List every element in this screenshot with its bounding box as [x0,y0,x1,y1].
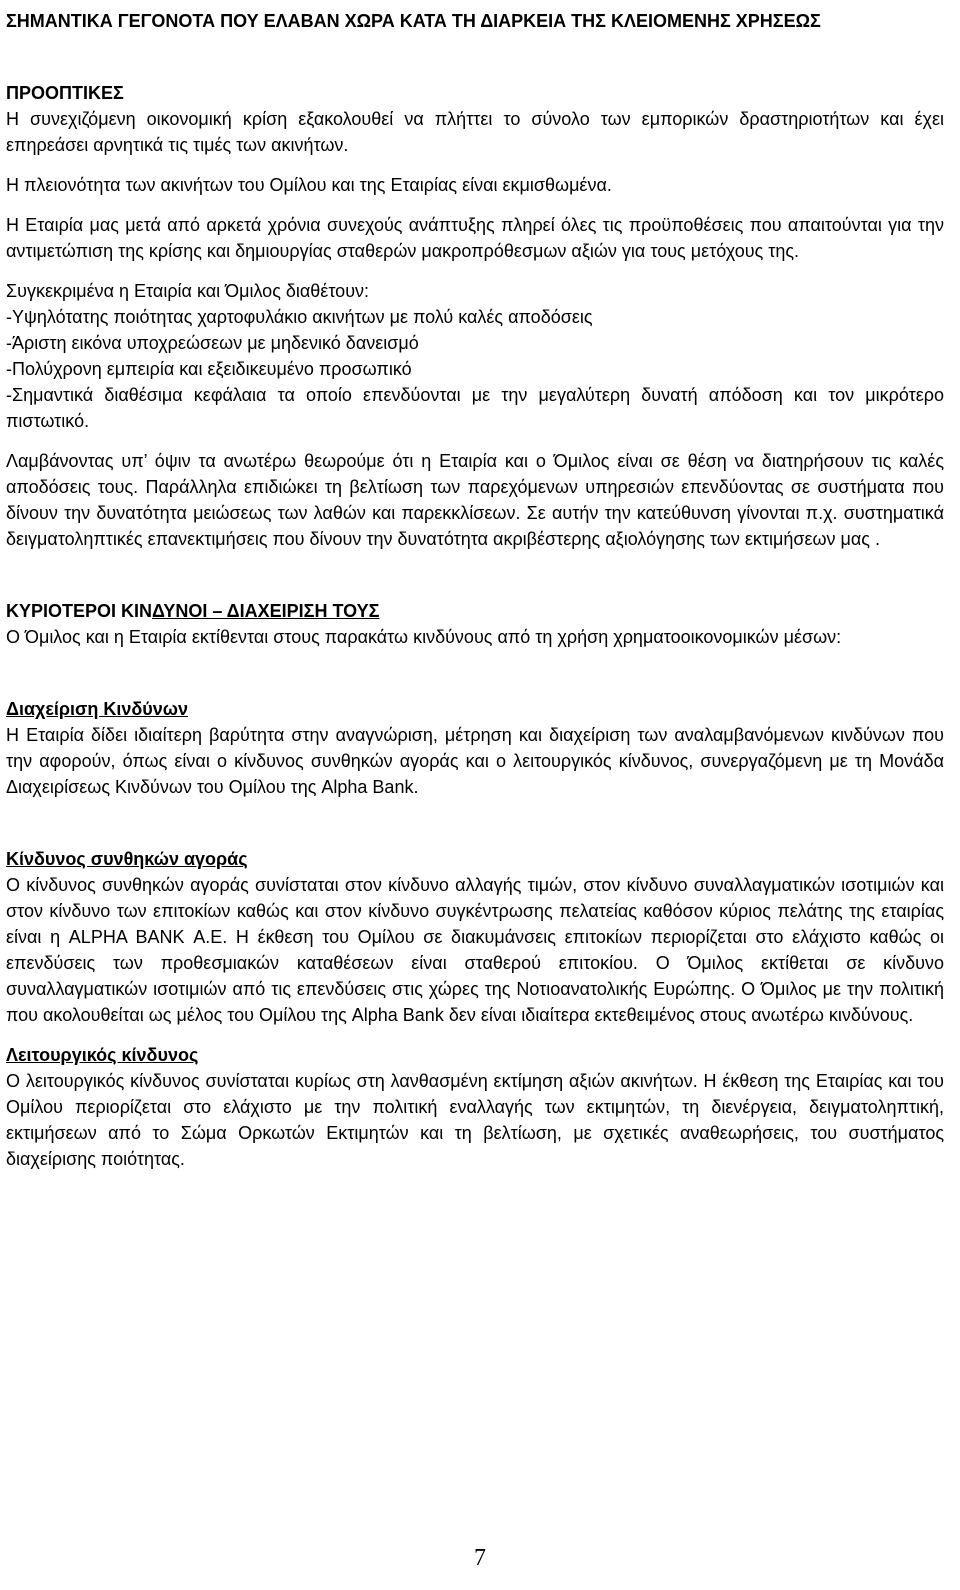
prospects-heading: ΠΡΟΟΠΤΙΚΕΣ [6,83,124,103]
list-item: -Σημαντικά διαθέσιμα κεφάλαια τα οποίο επενδύονται με την μεγαλύτερη δυνατή απόδοση και τον μικρότερο πιστωτικό. [6,385,944,431]
operational-risk-heading: Λειτουργικός κίνδυνος [6,1045,199,1065]
prospects-paragraph-1: Η συνεχιζόμενη οικονομική κρίση εξακολουθεί να πλήττει το σύνολο των εμπορικών δραστηριοτήτων και έχει επηρεάσει αρνητικά τις τιμές των ακινήτων. [6,109,944,155]
page-number: 7 [474,1545,486,1571]
risks-intro: Ο Όμιλος και η Εταιρία εκτίθενται στους παρακάτω κινδύνους από τη χρήση χρηματοοικονομικών μέσων: [6,627,842,647]
list-item: -Άριστη εικόνα υποχρεώσεων με μηδενικό δανεισμό [6,333,419,353]
prospects-paragraph-3: Η Εταιρία μας μετά από αρκετά χρόνια συνεχούς ανάπτυξης πληρεί όλες τις προϋποθέσεις που απαιτούνται για την αντιμετώπιση της κρίσης και δημιουργίας σταθερών μακροπρόθεσμων αξιών για τους μετόχους της. [6,215,944,261]
document-title: ΣΗΜΑΝΤΙΚΑ ΓΕΓΟΝΟΤΑ ΠΟΥ ΕΛΑΒΑΝ ΧΩΡΑ ΚΑΤΑ ΤΗ ΔΙΑΡΚΕΙΑ ΤΗΣ ΚΛΕΙΟΜΕΝΗΣ ΧΡΗΣΕΩΣ [6,11,821,31]
document-page [6,8,944,1172]
spacer [6,34,944,80]
operational-risk-text: Ο λειτουργικός κίνδυνος συνίσταται κυρίως στη λανθασμένη εκτίμηση αξιών ακινήτων. Η έκθεση της Εταιρίας και του Ομίλου περιορίζεται στο ελάχιστο με την πολιτική εναλλαγής των εκτιμητών, τη διενέργεια, δειγματοληπτική, εκτιμήσεων από το Σώμα Ορκωτών Εκτιμητών και τη βελτίωση, με σχετικές αναθεωρήσεις, του συστήματος διαχείρισης ποιότητας. [6,1071,944,1169]
prospects-paragraph-4: Λαμβάνοντας υπ’ όψιν τα ανωτέρω θεωρούμε ότι η Εταιρία και ο Όμιλος είναι σε θέση να διατηρήσουν τις καλές αποδόσεις τους. Παράλληλα επιδιώκει τη βελτίωση των παρεχόμενων υπηρεσιών επενδύοντας σε συστήματα που δίνουν την δυνατότητα μειώσεως των λαθών και παρεκκλίσεων. Σε αυτήν την κατεύθυνση γίνονται π.χ. συστηματικά δειγματοληπτικές επανεκτιμήσεις που δίνουν την δυνατότητα ακριβέστερης αξιολόγησης των εκτιμήσεων μας . [6,451,944,549]
risks-heading [6,598,944,624]
market-risk-text: Ο κίνδυνος συνθηκών αγοράς συνίσταται στον κίνδυνο αλλαγής τιμών, στον κίνδυνο συναλλαγματικών ισοτιμιών και στον κίνδυνο των επιτοκίων καθώς και στον κίνδυνο συγκέντρωσης πελατείας καθόσον κύριος πελάτης της εταιρίας είναι η ALPHA BANK Α.Ε. Η έκθεση του Ομίλου σε διακυμάνσεις επιτοκίων περιορίζεται στο ελάχιστο καθώς οι επενδύσεις των προθεσμιακών καταθέσεων είναι σταθερού επιτοκίου. Ο Όμιλος εκτίθεται σε κίνδυνο συναλλαγματικών ισοτιμιών από τις επενδύσεις στις χώρες της Νοτιοανατολικής Ευρώπης. Ο Όμιλος με την πολιτική που ακολουθείται ως μέλος του Ομίλου της Alpha Bank δεν είναι ιδιαίτερα εκτεθειμένος στους ανωτέρω κινδύνους. [6,875,944,1025]
risk-management-text: Η Εταιρία δίδει ιδιαίτερη βαρύτητα στην αναγνώριση, μέτρηση και διαχείριση των αναλαμβανόμενων κινδύνων που την αφορούν, όπως είναι ο κίνδυνος συνθηκών αγοράς και ο λειτουργικός κίνδυνος, συνεργαζόμενη με τη Μονάδα Διαχειρίσεως Κινδύνων του Ομίλου της Alpha Bank. [6,725,944,797]
assets-list-intro: Συγκεκριμένα η Εταιρία και Όμιλος διαθέτουν: [6,281,370,301]
prospects-paragraph-2: Η πλειονότητα των ακινήτων του Ομίλου και της Εταιρίας είναι εκμισθωμένα. [6,175,612,195]
risk-management-heading: Διαχείριση Κινδύνων [6,699,188,719]
risks-heading-part2: ΔΥΝΟΙ – ΔΙΑΧΕΙΡΙΣΗ ΤΟΥΣ [152,601,380,621]
market-risk-heading: Κίνδυνος συνθηκών αγοράς [6,849,248,869]
list-item: -Πολύχρονη εμπειρία και εξειδικευμένο προσωπικό [6,359,412,379]
risks-heading-part1: ΚΥΡΙΟΤΕΡΟΙ ΚΙΝ [6,601,153,621]
list-item: -Υψηλότατης ποιότητας χαρτοφυλάκιο ακινήτων με πολύ καλές αποδόσεις [6,307,593,327]
